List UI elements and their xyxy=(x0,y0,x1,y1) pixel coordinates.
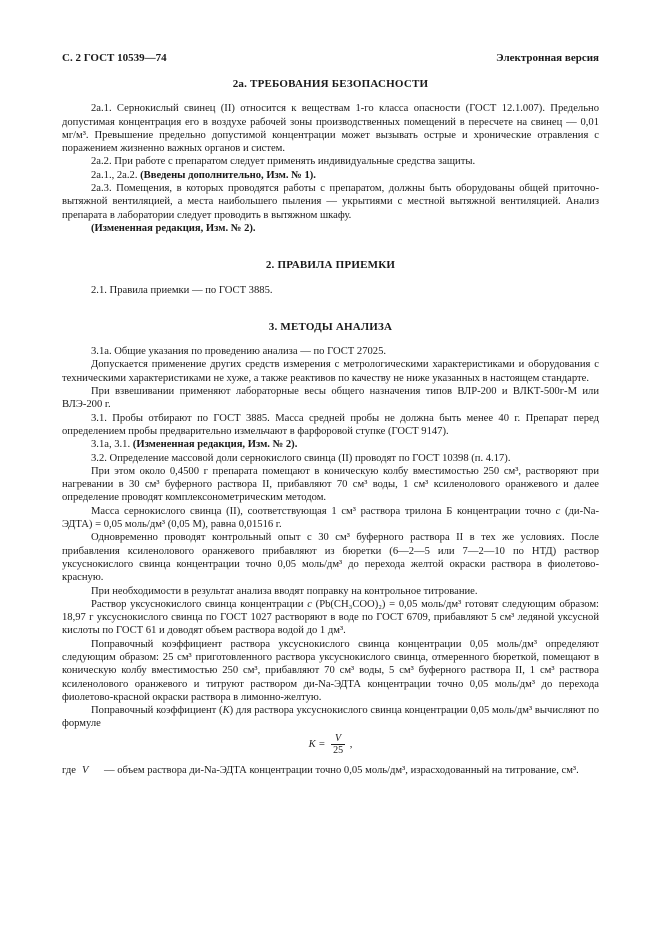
paragraph-3-weighing: При взвешивании применяют лабораторные весы общего назначения типов ВЛР-200 и ВЛКТ-500г-М или ВЛЭ-200 г. xyxy=(62,386,599,411)
section-3-title: 3. МЕТОДЫ АНАЛИЗА xyxy=(268,320,393,333)
paragraph-3-2-correction: При необходимости в результат анализа вводят поправку на контрольное титрование. xyxy=(91,585,478,597)
paragraph-3-2-lead-acetate xyxy=(62,598,599,638)
paragraph-2a-amendment-1 xyxy=(62,169,599,182)
formula-denominator: 25 xyxy=(333,744,344,756)
paragraph-3-2: 3.2. Определение массовой доли сернокислого свинца (II) проводят по ГОСТ 10398 (п. 4.17). xyxy=(91,452,511,464)
document-body xyxy=(62,78,599,777)
paragraph-3-amendment xyxy=(62,438,599,451)
legend-where: где xyxy=(62,764,76,776)
paragraph-2a-amendment-2: (Измененная редакция, Изм. № 2). xyxy=(91,222,256,234)
formula-lhs: K = xyxy=(308,738,326,750)
formula-numerator: V xyxy=(331,733,345,745)
legend-description: — объем раствора ди-Na-ЭДТА концентрации точно 0,05 моль/дм³, израсходованный на титрование, см³. xyxy=(104,764,579,776)
paragraph-2a3: 2а.3. Помещения, в которых проводятся работы с препаратом, должны быть оборудованы общей приточно-вытяжной вентиляцией, а места наибольшего пыления — укрытиями с местной вытяжной вентиляцией. Анализ препарата в лаборатории следует проводить в вытяжном шкафу. xyxy=(62,183,599,221)
section-2a-title: 2а. ТРЕБОВАНИЯ БЕЗОПАСНОСТИ xyxy=(232,78,429,90)
text-run: ) для раствора уксуснокислого свинца концентрации 0,05 моль/дм³ вычисляют по формуле xyxy=(62,705,600,730)
paragraph-3-2-procedure: При этом около 0,4500 г препарата помещают в коническую колбу вместимостью 250 см³, растворяют при нагревании в 30 см³ буферного раствора II, прибавляют 70 см³ воды, 1 см³ ксиленолового оранжевого и далее определение проводят комплексонометрическим методом. xyxy=(62,465,599,504)
paragraph-2a1: 2а.1. Сернокислый свинец (II) относится к веществам 1-го класса опасности (ГОСТ 12.1.007). Предельно допустимая концентрация его в воздухе рабочей зоны производственных помещений в пересчете на свинец — 0,01 мг/м³. Превышение предельно допустимой концентрации может вызывать острые и хронические отравления с поражением жизненно важных органов и систем. xyxy=(62,103,599,155)
formula-legend xyxy=(62,764,599,777)
formula-tail: , xyxy=(349,738,353,750)
text-run: Раствор уксуснокислого свинца концентрации xyxy=(91,598,308,610)
variable-c: c xyxy=(555,505,561,517)
text-run: (Pb(CH₃COO)₂) = 0,05 моль/дм³ готовят следующим образом: 18,97 г уксуснокислого свинца по ГОСТ 1027 растворяют в воде по ГОСТ 6709, прибавляют 5 см³ ледяной уксусной кислоты по ГОСТ 61 и доводят объем раствора водой до 1 дм³. xyxy=(62,598,600,637)
page-header-left: С. 2 ГОСТ 10539—74 xyxy=(62,52,167,64)
paragraph-2-1: 2.1. Правила приемки — по ГОСТ 3885. xyxy=(91,284,273,296)
amendment-note: (Введены дополнительно, Изм. № 1). xyxy=(140,169,316,181)
paragraph-3-equipment: Допускается применение других средств измерения с метрологическими характеристиками и оборудования с техническими характеристиками не хуже, а также реактивов по качеству не ниже указанных в настоящем стандарте. xyxy=(62,359,599,384)
text-run: Поправочный коэффициент ( xyxy=(91,705,223,717)
amendment-note: (Измененная редакция, Изм. № 2). xyxy=(132,439,298,451)
paragraph-3-1: 3.1. Пробы отбирают по ГОСТ 3885. Масса средней пробы не должна быть менее 40 г. Препарат перед определением пробы предварительно измельчают в фарфоровой ступке (ГОСТ 9147). xyxy=(62,412,599,437)
text-run: (ди-Na-ЭДТА) = 0,05 моль/дм³ (0,05 М), равна 0,01516 г. xyxy=(62,505,599,531)
page-header-right: Электронная версия xyxy=(496,52,599,64)
paragraph-3-2-formula-intro xyxy=(62,704,599,731)
formula-k xyxy=(62,733,599,763)
legend-symbol: V xyxy=(82,764,89,776)
amendment-ref: 3.1а, 3.1. xyxy=(91,439,131,451)
paragraph-3-2-mass xyxy=(62,505,599,532)
paragraph-3-2-coefficient: Поправочный коэффициент раствора уксуснокислого свинца концентрации 0,05 моль/дм³ определяют следующим образом: 25 см³ приготовленного раствора уксуснокислого свинца, отмеренного бюреткой, помещают в коническую колбу вместимостью 250 см³, прибавляют 70 см³ воды, 5 см³ буферного раствора II, 1 см³ раствора ксиленолового оранжевого и титруют раствором ди-Na-ЭДТА концентрации точно 0,05 моль/дм³ до перехода фиолетово-красной окраски раствора в лимонно-желтую. xyxy=(62,638,599,703)
amendment-ref: 2а.1., 2а.2. xyxy=(91,169,138,181)
text-run: Масса сернокислого свинца (II), соответствующая 1 см³ раствора трилона Б концентрации точно xyxy=(91,505,556,517)
variable-c: c xyxy=(307,598,312,610)
section-2-title: 2. ПРАВИЛА ПРИЕМКИ xyxy=(265,259,396,272)
paragraph-2a2: 2а.2. При работе с препаратом следует применять индивидуальные средства защиты. xyxy=(91,156,476,168)
formula-fraction xyxy=(331,733,345,756)
paragraph-3-1a: 3.1а. Общие указания по проведению анализа — по ГОСТ 27025. xyxy=(91,346,387,358)
variable-k: K xyxy=(222,705,230,717)
paragraph-3-2-control: Одновременно проводят контрольный опыт с 30 см³ буферного раствора II в тех же условиях. После прибавления ксиленолового оранжевого прибавляют из бюретки (6—2—5 или 7—2—10 по НТД) раствор уксуснокислого свинца концентрации точно 0,05 моль/дм³ до перехода желтой окраски раствора в фиолетово-красную. xyxy=(62,532,599,584)
